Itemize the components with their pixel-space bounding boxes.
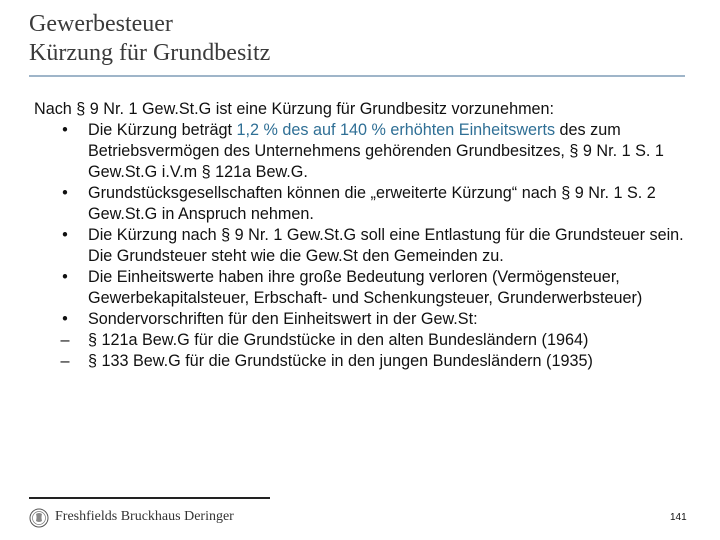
highlighted-text: 1,2 % des auf 140 % erhöhten Einheitswerts	[236, 121, 556, 139]
list-item	[34, 225, 694, 267]
slide-title-line1: Gewerbesteuer	[29, 11, 173, 37]
bullet-marker: •	[62, 121, 68, 139]
intro-text: Nach § 9 Nr. 1 Gew.St.G ist eine Kürzung für Grundbesitz vorzunehmen:	[34, 100, 555, 118]
list-item	[34, 330, 694, 351]
item-text: Die Einheitswerte haben ihre große Bedeutung verloren (Vermögensteuer, Gewerbekapitalsteuer, Erbschaft- und Schenkungsteuer, Grunderwerbsteuer)	[88, 268, 643, 307]
item-text: Sondervorschriften für den Einheitswert in der Gew.St:	[88, 310, 478, 328]
item-text: Grundstücksgesellschaften können die „erweiterte Kürzung“ nach § 9 Nr. 1 S. 2 Gew.St.G in Anspruch nehmen.	[88, 184, 656, 223]
bullet-marker: •	[62, 268, 68, 286]
list-item	[34, 267, 694, 309]
list-item	[34, 309, 694, 330]
list-item	[34, 120, 694, 183]
bullet-marker: •	[62, 184, 68, 202]
bullet-marker: •	[62, 310, 68, 328]
dash-marker: –	[60, 331, 70, 349]
item-text: des zum Betriebsvermögen des Unternehmens gehörenden Grundbesitzes, § 9 Nr. 1 S. 1 Gew.St.G i.V.m § 121a Bew.G.	[88, 121, 664, 181]
bullet-marker: •	[62, 226, 68, 244]
slide-body	[34, 99, 694, 372]
item-text: Die Kürzung beträgt	[88, 121, 237, 139]
dash-marker: –	[60, 352, 70, 370]
item-text: § 121a Bew.G für die Grundstücke in den alten Bundesländern (1964)	[88, 331, 589, 349]
slide-title	[29, 10, 270, 68]
company-logo-text: Freshfields Bruckhaus Deringer	[55, 509, 234, 524]
freshfields-crest-icon	[29, 508, 49, 528]
list-item	[34, 183, 694, 225]
list-item	[34, 351, 694, 372]
item-text: Die Kürzung nach § 9 Nr. 1 Gew.St.G soll eine Entlastung für die Grundsteuer sein. Die Grundsteuer steht wie die Gew.St den Gemeinden zu.	[88, 226, 684, 265]
page-number: 141	[670, 512, 687, 523]
footer-divider	[29, 497, 270, 499]
item-text: § 133 Bew.G für die Grundstücke in den jungen Bundesländern (1935)	[88, 352, 593, 370]
slide-title-line2: Kürzung für Grundbesitz	[29, 40, 271, 66]
title-divider	[29, 75, 685, 77]
bullet-list	[34, 120, 694, 372]
